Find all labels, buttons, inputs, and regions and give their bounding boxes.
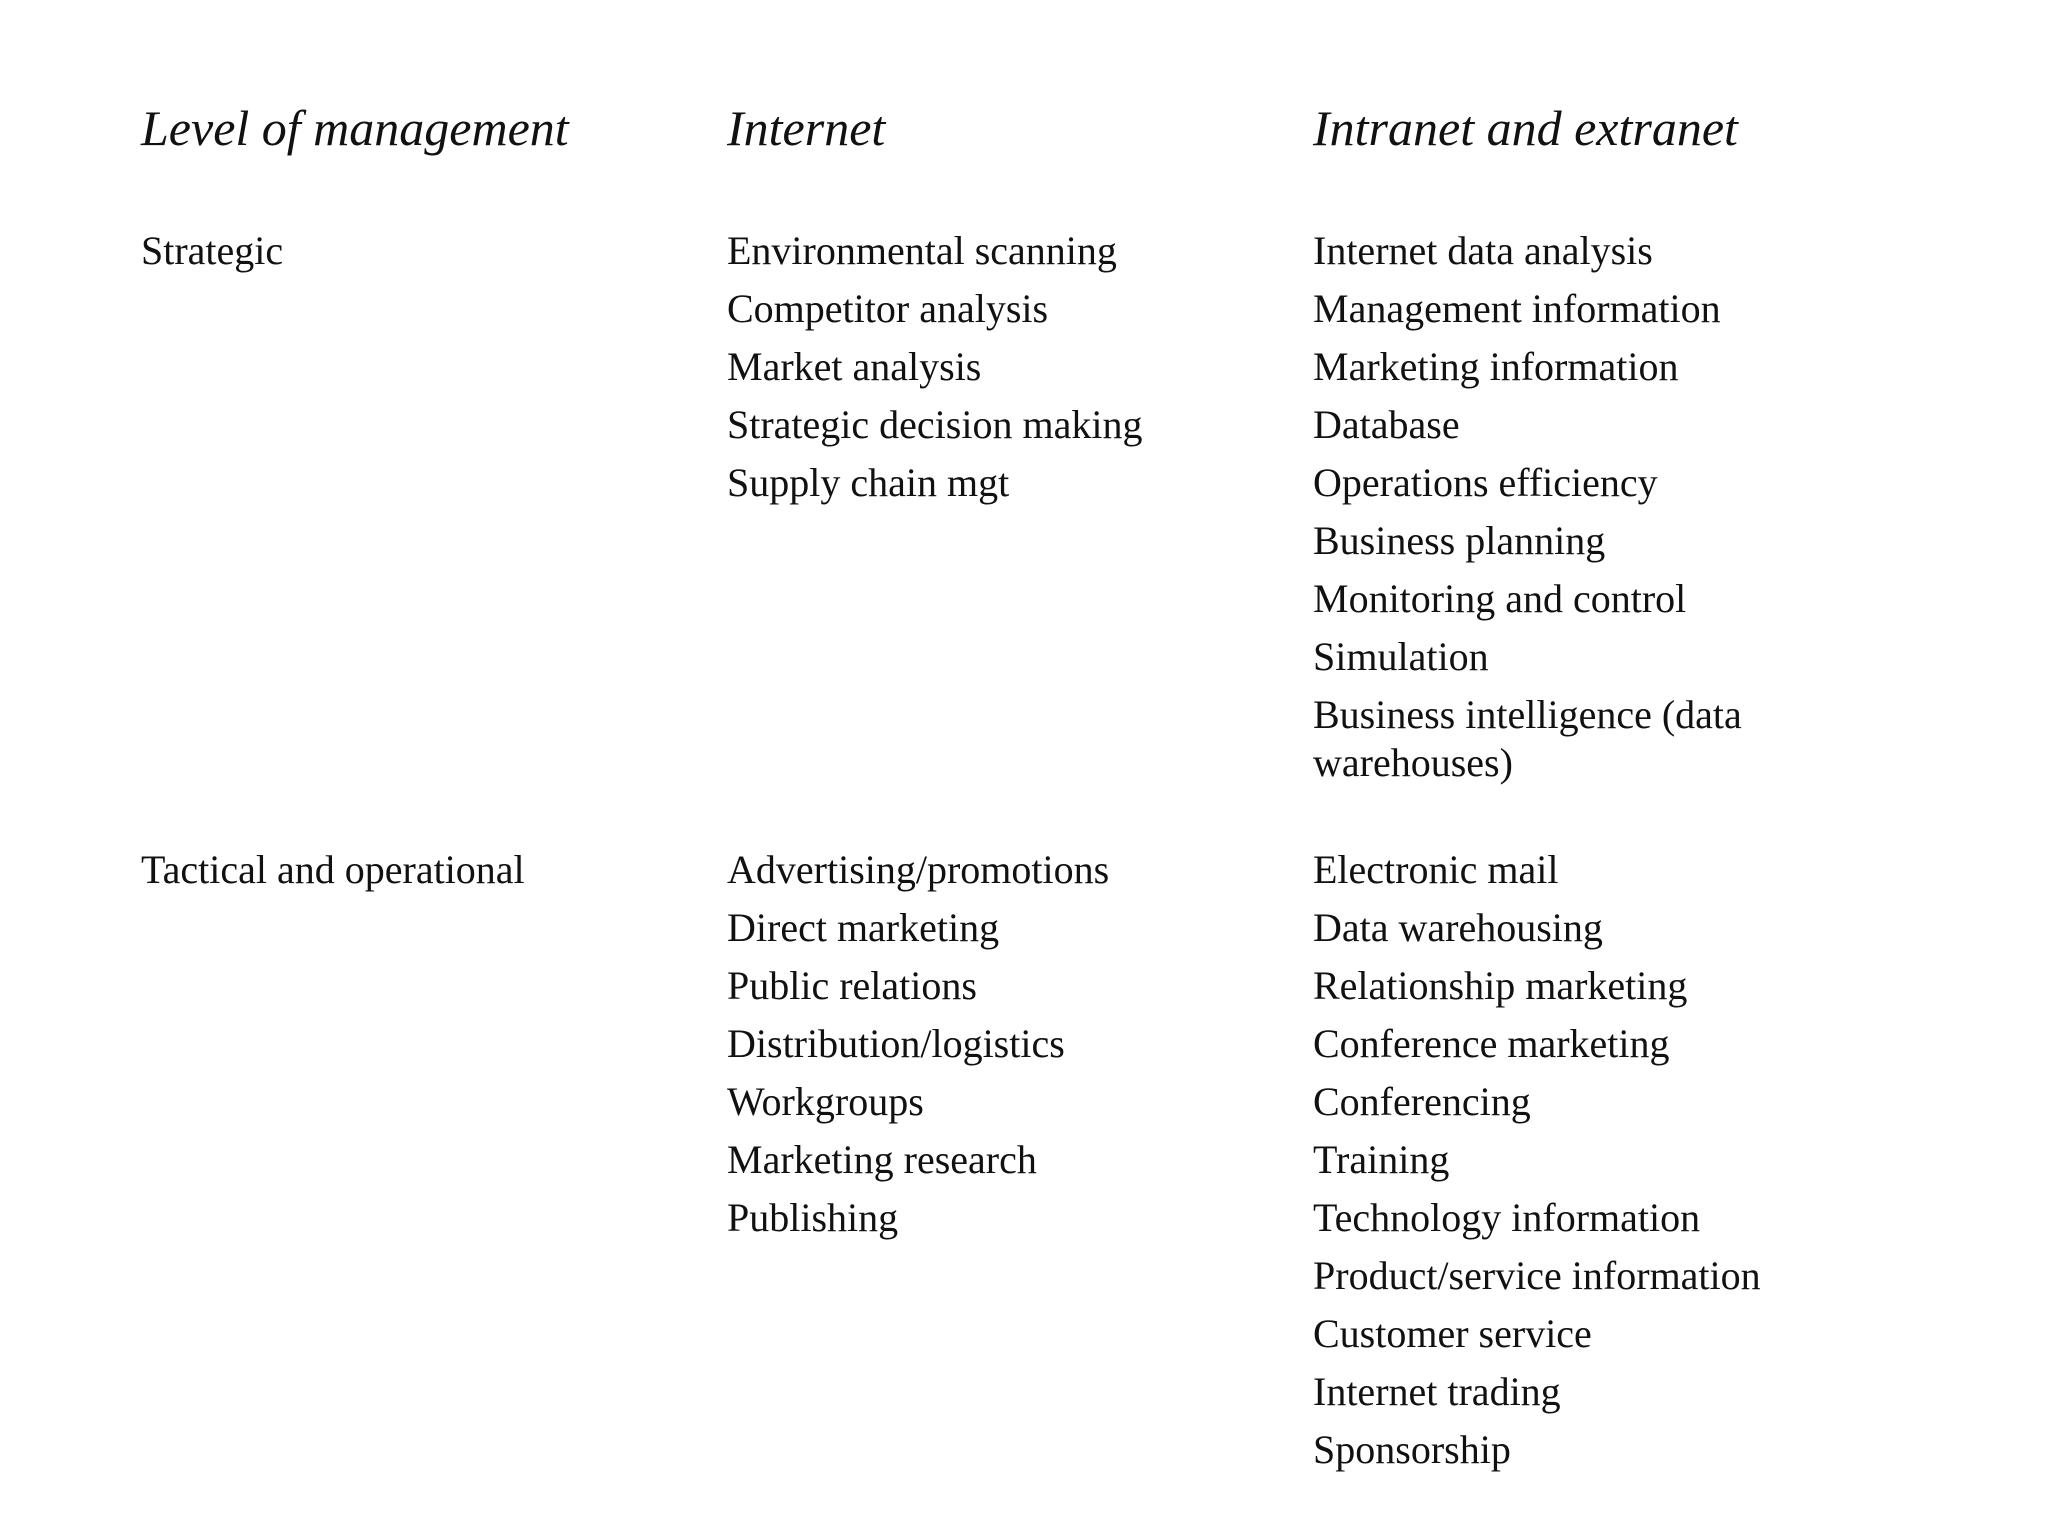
list-item: Conferencing [1313,1079,1531,1124]
section-strategic [141,222,1941,792]
list-item: Technology information [1313,1195,1701,1240]
list-item: Product/service information [1313,1253,1761,1298]
section-tactical-operational [141,841,1941,1479]
list-item: Market analysis [727,344,982,389]
list-item: Training [1313,1137,1450,1182]
management-applications-table [141,96,1941,1479]
list-item: Management information [1313,286,1721,331]
list-item: Sponsorship [1313,1427,1511,1472]
list-item: Business intelligence (data warehouses) [1313,692,1742,785]
list-item: Environmental scanning [727,228,1117,273]
list-item: Internet data analysis [1313,228,1653,273]
list-item: Supply chain mgt [727,460,1010,505]
strategic-intranet-list [1313,222,1941,792]
header-internet: Internet [727,100,886,156]
list-item: Competitor analysis [727,286,1049,331]
list-item: Operations efficiency [1313,460,1658,505]
table-header-row [141,96,1941,160]
header-intranet-extranet: Intranet and extranet [1313,100,1738,156]
list-item: Monitoring and control [1313,576,1687,621]
list-item: Publishing [727,1195,899,1240]
level-label-tactical-operational: Tactical and operational [141,847,525,892]
list-item: Public relations [727,963,977,1008]
tactical-intranet-list [1313,841,1941,1479]
list-item: Customer service [1313,1311,1592,1356]
tactical-internet-list [727,841,1313,1247]
list-item: Conference marketing [1313,1021,1670,1066]
list-item: Distribution/logistics [727,1021,1065,1066]
list-item: Electronic mail [1313,847,1559,892]
list-item: Simulation [1313,634,1489,679]
list-item: Workgroups [727,1079,924,1124]
list-item: Marketing information [1313,344,1679,389]
list-item: Direct marketing [727,905,1000,950]
header-level-of-management: Level of management [141,100,569,156]
list-item: Relationship marketing [1313,963,1688,1008]
strategic-internet-list [727,222,1313,512]
list-item: Marketing research [727,1137,1037,1182]
list-item: Data warehousing [1313,905,1603,950]
list-item: Advertising/promotions [727,847,1110,892]
list-item: Internet trading [1313,1369,1561,1414]
list-item: Strategic decision making [727,402,1143,447]
level-label-strategic: Strategic [141,228,284,273]
list-item: Database [1313,402,1460,447]
list-item: Business planning [1313,518,1606,563]
